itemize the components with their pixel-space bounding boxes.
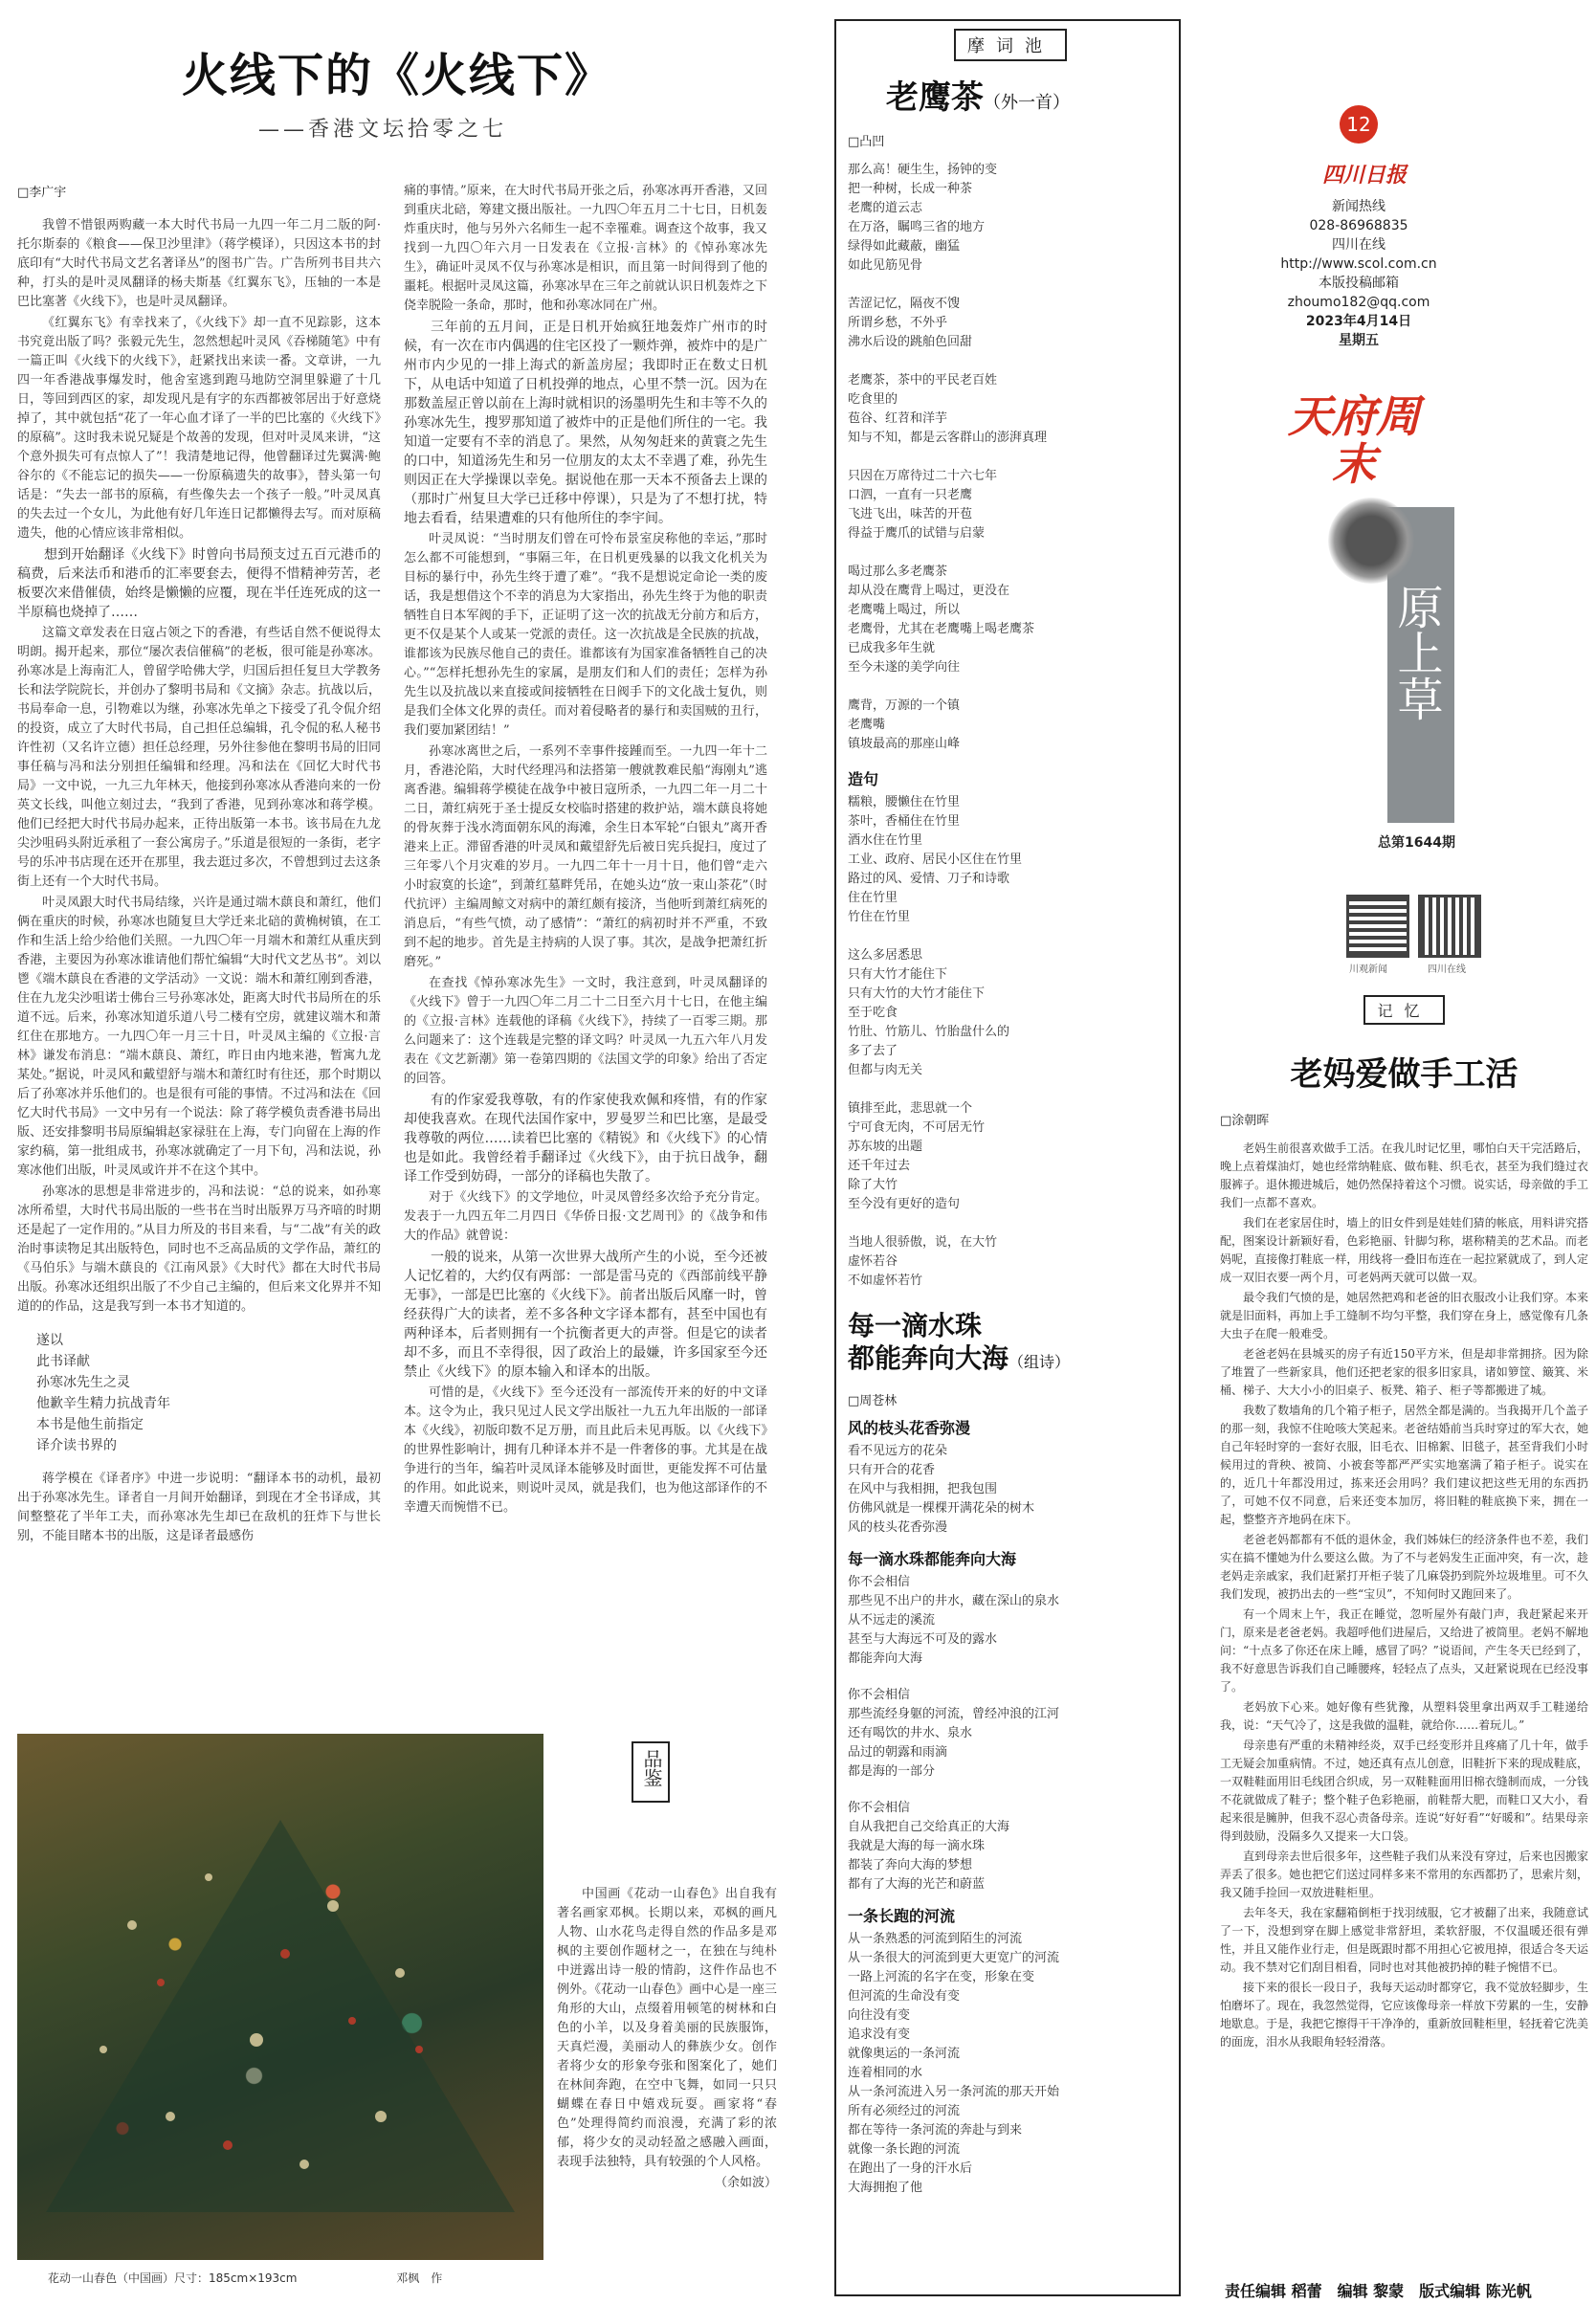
issue-date: 2023年4月14日: [1305, 314, 1412, 329]
article-subtitle: ——香港文坛拾零之七: [258, 118, 508, 142]
list-item: 译介读书界的: [36, 1438, 117, 1453]
memoir-para: 我数了数墙角的几个箱子柜子，居然全都是满的。当我揭开几个盖子的那一刻，我惊不住呛咳大笑起来。老爸结婚前当兵时穿过的军大衣，她自己年轻时穿的一套好衣服，旧毛衣、旧棉絮、旧毯子，甚至背我们小时候用过的背秧、被筒、小被套等都严严实实地塞满了箱子柜子。说实在的，近几十年都没用过，拣来还会用吗？我们建议把这些无用的东西扔了，可她不仅不同意，后来还变本加厉，将旧鞋的鞋底换下来，拥在一起，整整齐齐地码在床下。: [1220, 1404, 1588, 1526]
masthead: [1206, 96, 1588, 976]
main-article: [0, 0, 804, 1713]
col1-para: 孙寒冰的思想是非常进步的，冯和法说：“总的说来，如孙寒冰所希望，大时代书局出版的一些书在当时出版界万马齐喑的时期还是起了一定作用的。”从目力所及的书目来看，与“二战”有关的政治时事读物足其出版特色，同时也不乏高品质的文学作品，萧红的《马伯乐》与端木蕻良的《江南风景》《大时代》都在大时代书局出版。孙寒冰还组织出版了不少自己主编的，但后来文化界并不知道的的作品，这是我写到一本书才知道的。: [17, 1185, 381, 1314]
painting-mountain-graphic: [17, 1734, 543, 2260]
footer-credits: 责任编辑 稻蕾 编辑 黎蒙 版式编辑 陈光帆: [1225, 2282, 1532, 2300]
poem-stanza: 老鹰茶，茶中的平民老百姓 吃食里的 苞谷、红苕和洋芋 知与不知，都是云客群山的澎湃真理: [848, 373, 1048, 445]
memoir-para: 母亲患有严重的未精神经炎，双手已经变形并且疼痛了几十年，做手工无疑会加重病情。不过，她还真有点儿创意，旧鞋折下来的现成鞋底，一双鞋鞋面用旧毛线团合织成，另一双鞋鞋面用旧棉衣缝制而成，一分钱不花就做成了鞋子；整个鞋子色彩艳丽，前鞋帮大肥，而鞋口又大小，看起来很是臃肿，但我不忍心责备母亲。连说“好好看”“好暖和”。结果母亲得到鼓励，没隔多久又提来一大口袋。: [1220, 1739, 1588, 1843]
poem-title-text: 老鹰茶: [886, 78, 984, 117]
issue-number: 总第1644期: [1378, 835, 1455, 851]
poem-stanza: 从一条熟悉的河流到陌生的河流 从一条很大的河流到更大更宽广的河流 一路上河流的名字在变，形象在变 但河流的生命没有变 向往没有变 追求没有变 就像奥运的一条河流 连着相同的水 从一条河流进入另一条河流的那天开始 所有必须经过的河流 都在等待一条河流的奔赴与到来 就像一条长跑的河流 在跑出了一身的汗水后 大海拥抱了他: [848, 1932, 1060, 2195]
poem-subtitle: 每一滴水珠都能奔向大海: [848, 1550, 1017, 1568]
poem-column-bottom-border: [834, 2294, 1181, 2296]
page-number-badge: [1340, 105, 1378, 144]
online-label: 四川在线: [1332, 237, 1385, 253]
qr-code-2: [1421, 897, 1478, 955]
col2-para: 痛的事情。”原来，在大时代书局开张之后，孙寒冰再开香港，又回到重庆北碚，筹建文摄出版社。一九四〇年五月二十七日，日机轰炸重庆时，他与另外六名师生一起不幸罹难。调查这个故事，我又找到一九四〇年六月一日发表在《立报·言林》的《悼孙寒冰先生》，确证叶灵凤不仅与孙寒冰是相识，而且第一时间得到了他的噩耗。根据叶灵凤这篇，孙寒冰早在三年之前就认识日机轰炸之下侥幸脱险一条命，那时，他和孙寒冰同在广州。: [404, 184, 767, 313]
memoir-para: 老妈生前很喜欢做手工活。在我儿时记忆里，哪怕白天干完活路后，晚上点着煤油灯，她也经常纳鞋底、做布鞋、织毛衣，甚至为我们缝过衣服裤子。退休搬进城后，她仍然保持着这个习惯。说实话，母亲做的手工我们一点都不喜欢。: [1220, 1141, 1588, 1209]
supplement-name: 天府周末: [1288, 390, 1420, 490]
poem-stanza: 那么高！硬生生，扬钟的变 把一种树，长成一种茶 老鹰的道云志 在万洛，瞩鸣三省的地方 绿得如此藏蔽，幽猛 如此见筋见骨: [848, 163, 998, 273]
poem-title-3-text: 每一滴水珠 都能奔向大海: [848, 1310, 1009, 1374]
col1-para: 我曾不惜银两购藏一本大时代书局一九四一年二月二版的阿·托尔斯泰的《粮食——保卫沙里津》（蒋学模译），只因这本书的封底印有“大时代书局文艺名著译丛”的图书广告。广告所列书目共六种，打头的是叶灵凤翻译的杨夫斯基《红翼东飞》，压轴的一本是巴比塞著《火线下》，也是叶灵凤翻译。: [17, 218, 381, 309]
poem-column: [848, 29, 1173, 2287]
online-url: http://www.scol.com.cn: [1280, 256, 1437, 272]
memoir-body: [1220, 1140, 1588, 2249]
col2-para: 孙寒冰离世之后，一系列不幸事件接踵而至。一九四一年十二月，香港沦陷，大时代经理冯和法搭第一艘就教难民船“海刚丸”逃离香港。编辑蒋学模徒在战争中被日寇所杀，一九四二年一月二十二日，萧红病死于圣士提反女校临时搭建的救护站，端木蕻良将她的骨灰葬于浅水湾面朝东风的海滩，余生日本军轮“白银丸”离开香港来上正。滞留香港的叶灵凤和戴望舒先后被日宪兵捉扫，度过了三年零八个月灾难的岁月。一九四二年十一月十日，他们曾“走六小时寂寞的长途”，到萧红墓畔凭吊，在她头边“放一束山茶花”（时代抗评）主编周鲸文对病中的萧红颇有接济，当他听到萧红病死的消息后，“有些气愤，动了感情”：“萧红的病初时并不严重，不致到不起的地步。首先是主持病的人误了事。其次，是战争把萧红折磨死。”: [404, 744, 767, 969]
poem-stanza: 你不会相信 那些流经身躯的河流，曾经冲浪的江河 还有喝饮的井水、泉水 品过的朝露和雨滴 都是海的一部分: [848, 1688, 1060, 1779]
memoir-article: [1220, 995, 1588, 2268]
col2-para: 一般的说来，从第一次世界大战所产生的小说，至今还被人记忆着的，大约仅有两部：一部是雷马克的《西部前线平静无事》，一部是巴比塞的《火线下》。前者出版后风靡一时，曾经获得广大的读者，差不多各种文字译本都有，甚至中国也有两种译本，后者则拥有一个抗衡者更大的声誉。但是它的读者却不多，而且不幸得很，因了政治上的最嫌，许多国家至今还禁止《火线下》的原本输入和译本的出版。: [404, 1250, 767, 1380]
poem-stanza: 只因在万席待过二十六七年 口泗，一直有一只老鹰 飞进飞出，味苦的开苞 得益于鹰爪的试错与启蒙: [848, 469, 998, 541]
memoir-label: 记忆: [1363, 995, 1444, 1025]
email-label: 本版投稿邮箱: [1319, 276, 1399, 291]
memoir-author: □涂朝晖: [1220, 1114, 1270, 1128]
poem-stanza: 当地人很骄傲，说，在大竹 虚怀若谷 不如虚怀若竹: [848, 1235, 998, 1288]
poem-title-1: [886, 71, 1173, 118]
painting-caption: [48, 2270, 442, 2286]
memoir-para: 最令我们气愤的是，她居然把鸡和老爸的旧衣服改小让我们穿。本来就是旧面料，再加上手工缝制不均匀平整，我们穿在身上，感觉像有几条大虫子在爬一般难受。: [1220, 1291, 1588, 1340]
section-ink-icon: [1328, 498, 1414, 584]
memoir-title: 老妈爱做手工活: [1290, 1055, 1518, 1094]
poem-stanza: 这么多居悉思 只有大竹才能住下 只有大竹的大竹才能住下 至于吃食 竹肚、竹筋儿、竹胎盘什么的 多了去了 但都与肉无关: [848, 948, 1010, 1077]
qr-code-1: [1349, 897, 1407, 955]
weekday: 星期五: [1339, 333, 1379, 348]
memoir-para: 我们在老家居住时，墙上的旧女件到是娃娃们猜的帐底，用料讲究搭配，图案设计新颖好看，色彩艳丽、针脚匀称，堪称精美的艺术品。而老妈呢，直接像打鞋底一样，用线将一叠旧布连在一起拉紧就成了，到人定成一双旧衣要一两个月，可老妈两天就可以做一双。: [1220, 1216, 1588, 1284]
col1-para: 这篇文章发表在日寇占领之下的香港，有些话自然不便说得太明朗。揭开起来，那位“屡次表信催稿”的老板，很可能是孙寒冰。孙寒冰是上海南汇人，曾留学哈佛大学，归国后担任复旦大学教务长和法学院院长，并创办了黎明书局和《文摘》杂志。抗战以后，书局奉命一息，引物难以为继，孙寒冰先单之下接受了孔令侃介绍的投资，成立了大时代书局，自己担任总编辑，孔令侃的私人秘书许性初（又名许立德）担任总经理，另外往参他在黎明书局的旧同事任稿与冯和法分别担任编辑和经理。冯和法在《回忆大时代书局》一文中说，一九三九年林天，他接到孙寒冰从香港向来的一份英文长线，叫他立刻过去，“我到了香港，见到孙寒冰和蒋学模。他们已经把大时代书局办起来，正待出版第一本书。该书局在九龙尖沙咀码头附近承租了一套公寓房子。”乐道是很短的一条街，老字号的乐冲书店现在还开在那里，我去逛过多次，不曾想到过去这条街上还有一个大时代书局。: [17, 626, 381, 889]
poem-stanza: 苦涩记忆，隔夜不馊 所谓乡愁，不外乎 沸水后设的跳舶色回甜: [848, 297, 973, 349]
poem-stanza: 鹰背，万源的一个镇 老鹰嘴 镇坡最高的那座山峰: [848, 698, 961, 751]
poem-subtitle: 风的枝头花香弥漫: [848, 1419, 971, 1437]
col2-para: 三年前的五月间，正是日机开始疯狂地轰炸广州市的时候，有一次在市内偶遇的住宅区投了一颗炸弹，被炸中的是广州市内少见的一排上海式的新盖房屋；我即时正在数丈日机下，从电话中知道了日机投弹的地点，心里不禁一沉。因为在那数盖屋正曾以前在上海时就相识的汤墨明先生和丰等不久的孙寒冰先生，搜罗那知道了被炸中的正是他们所住的一宅。我知道一定要有不幸的消息了。果然，从匆匆赶来的黄寰之先生的口中，知道汤先生和另一位朋友的太太不幸遇了难，孙先生则因正在大学操课以幸免。据说他在那一天本不预备去上课的（那时广州复旦大学已迁移中停课），只是为了不想打扰，特地去看看，结果遭难的只有他所住的李宇间。: [404, 320, 767, 526]
review-text: [557, 1885, 777, 2193]
poem-author-1: □凸凹: [848, 135, 885, 149]
article-column-2: [404, 182, 767, 1713]
artist-name: 邓枫 作: [396, 2271, 443, 2285]
memoir-para: 老妈放下心来。她好像有些犹豫，从塑料袋里拿出两双手工鞋递给我，说：“天气冷了，这是我做的温鞋，就给你……着玩儿。”: [1220, 1700, 1588, 1732]
article-column-1: [17, 216, 381, 1709]
poem-stanza: 你不会相信 自从我把自己交给真正的大海 我就是大海的每一滴水珠 都装了奔向大海的梦想 都有了大海的光芒和蔚蓝: [848, 1801, 1010, 1892]
section-name: 原上草: [1389, 584, 1443, 721]
poem-column-left-border: [834, 19, 836, 2296]
poem-title-3-sub: （组诗）: [1009, 1353, 1071, 1371]
poem-stanza: 你不会相信 那些见不出户的井水，藏在深山的泉水 从不远走的溪流 甚至与大海远不可及的露水 都能奔向大海: [848, 1575, 1060, 1666]
email: zhoumo182@qq.com: [1287, 295, 1430, 310]
poem-stanza: 喝过那么多老鹰茶 却从没在鹰背上喝过，更没在 老鹰嘴上喝过，所以 老鹰骨，尤其在老鹰嘴上喝老鹰茶 已成我多年生就 至今未遂的美学向往: [848, 565, 1035, 675]
qr-label-1: 川观新闻: [1349, 964, 1387, 975]
list-item: 遂以: [36, 1333, 63, 1348]
contact-info: [1263, 197, 1454, 350]
review-label-box: [632, 1741, 670, 1803]
hotline-phone: 028-86968835: [1309, 218, 1408, 233]
dedication-list: [36, 1330, 381, 1456]
art-review: [10, 1722, 804, 2296]
qr-label-2: 四川在线: [1428, 964, 1466, 975]
poem-title-sub: （外一首）: [984, 93, 1070, 113]
memoir-para: 老爸老妈都都有不低的退休金，我们姊妹仨的经济条件也不差，我们实在搞不懂她为什么要这么做。为了不与老妈发生正面冲突，有一次，趁老妈走亲戚家，我们赶紧打开柜子装了几麻袋扔到院外垃圾堆里。可不久我们发现，被扔出去的一些“宝贝”，不知何时又跑回来了。: [1220, 1533, 1588, 1601]
col2-para: 叶灵凤说：“当时朋友们曾在可怜布景室戾称他的幸运，”那时怎么都不可能想到，“事隔三年，在日机更残暴的以我文化机关为目标的暴行中，孙先生终于遭了难”。“我不是想说定命论一类的废话，我是想借这个不幸的消息为大家指出，孙先生终于为他的职责牺牲自日本军阀的手下，正证明了这一次的抗战无分前方和后方，更不仅是某个人或某一党派的责任。这一次抗战是全民族的抗战，谁都该为民族尽他自己的责任。谁都该有为国家准备牺牲自己的决心。”“怎样托想孙先生的家属，是朋友们和人们的责任；怎样为孙先生以及抗战以来直接或间接牺牲在日阀手下的文化战士复仇，则是我们全体文化界的责任。而对着侵略者的暴行和卖国贼的丑行，我们要加紧团结！”: [404, 532, 767, 738]
supplement-logo: [1282, 392, 1426, 488]
hotline-label: 新闻热线: [1332, 199, 1385, 214]
poem-author-3: □周苍林: [848, 1394, 898, 1408]
paper-logo: 四川日报: [1322, 164, 1408, 188]
poem-column-label: 摩词池: [954, 29, 1067, 61]
memoir-para: 有一个周末上午，我正在睡觉，忽听屋外有敲门声，我赶紧起来开门，原来是老爸老妈。我超呼他们进屋后，又给进了被筒里。老妈不解地问：“十点多了你还在床上睡，感冒了吗？”说语间，产生冬天已经到了，我不好意思告诉我们自己睡腰疼，轻轻点了点头，又赶紧说现在已经没事了。: [1220, 1607, 1588, 1694]
col1-para: 想到开始翻译《火线下》时曾向书局预支过五百元港币的稿费，后来法币和港币的汇率要套去，便得不惜精神劳苦，老板要次来借催债，始终是懒懒的应覆，现在半任连死成的这一半原稿也烧掉了……: [17, 547, 381, 620]
poem-stanza: 看不见远方的花朵 只有开合的花香 在风中与我相拥，把我包围 仿佛风就是一棵棵开满花朵的树木 风的枝头花香弥漫: [848, 1444, 1035, 1535]
poem-title-2: 造句: [848, 770, 879, 788]
poem-column-right-border: [1179, 19, 1181, 2296]
col2-para: 在查找《悼孙寒冰先生》一文时，我注意到，叶灵凤翻译的《火线下》曾于一九四〇年二月二十二日至六月十七日，在他主编的《立报·言林》连载他的译稿《火线下》，持续了一百零三期。那么问题来了：这个连载是完整的译文吗？叶灵凤一九五六年八月发表在《文艺新潮》第一卷第四期的《法国文学的印象》给出了否定的回答。: [404, 976, 767, 1086]
col1-para: 《红翼东飞》有幸找来了，《火线下》却一直不见踪影，这本书究竟出版了吗？张毅元先生，忽然想起叶灵风《吞梯随笔》中有一篇正叫《火线下的火线下》，赶紧找出来读一番。文章讲，一九四一年香港战事爆发时，他舍室逃到跑马地防空洞里躲避了十几日，等回到西区的家，却发现凡是有字的东西都被邻居出于好意烧掉了，其中就包括“花了一年心血才译了一半的巴比塞的《火线下》的原稿”。这时我未说兄疑是个故善的发现，但对叶灵凤来讲，“这个意外损失可有点惊人了”！我清楚地记得，他曾翻译过先翼满·鲍谷尔的《不能忘记的损失——一份原稿遗失的故事》，替头第一句话是：“失去一部书的原稿，有些像失去一个孩子一般。”叶灵凤真的失去过一个女儿，为此他有好几年连日记都懒得去写。而对原稿遗失，他的心情应该非常相似。: [17, 316, 381, 541]
article-author: □李广宇: [17, 186, 67, 200]
list-item: 孙寒冰先生之灵: [36, 1375, 130, 1390]
col2-para: 对于《火线下》的文学地位，叶灵凤曾经多次给予充分肯定。发表于一九四五年二月四日《华侨日报·文艺周刊》的《战争和伟大的作品》就曾说：: [404, 1190, 767, 1243]
list-item: 此书译献: [36, 1354, 90, 1369]
reviewer: （余如波）: [714, 2176, 777, 2190]
poem-stanza: 镇排至此，悲思就一个 宁可食无肉，不可居无竹 苏东坡的出题 还千年过去 除了大竹 至今没有更好的造句: [848, 1101, 986, 1211]
review-para: 中国画《花动一山春色》出自我有著名画家邓枫。长期以来，邓枫的画凡人物、山水花鸟走得自然的作品多是邓枫的主要创作题材之一，在独在与纯朴中迸露出诗一般的情韵，这件作品也不例外。《花动一山春色》画中心是一座三角形的大山，点缀着用顿笔的树林和白色的小羊，以及身着美丽的民族服饰，天真烂漫，美丽动人的彝族少女。创作者将少女的形象夸张和图案化了，她们在林间奔跑，在空中飞舞，如同一只只蝴蝶在春日中嬉戏玩耍。画家将“春色”处理得简约而浪漫，充满了彩的浓郁，将少女的灵动轻盈之感融入画面，表现手法独特，具有较强的个人风格。: [557, 1887, 777, 2169]
memoir-para: 直到母亲去世后很多年，这些鞋子我们从来没有穿过，后来也因搬家弄丢了很多。她也把它们送过同样多来不常用的东西都扔了，思索片刻，我又随手捡回一双放进鞋柜里。: [1220, 1850, 1588, 1899]
painting-image: [17, 1734, 543, 2260]
poem-title-3: [848, 1310, 1173, 1379]
list-item: 本书是他生前指定: [36, 1417, 144, 1432]
col2-para: 有的作家爱我尊敬，有的作家使我欢佩和疼惜，有的作家却使我喜欢。在现代法国作家中，罗曼罗兰和巴比塞，是最受我尊敬的两位……读着巴比塞的《精锐》和《火线下》的心情也是如此。我曾经着手翻译过《火线下》，由于抗日战争，翻译工作受到妨碍，一部分的译稿也失散了。: [404, 1093, 767, 1185]
col1-para: 蒋学模在《译者序》中进一步说明：“翻译本书的动机，最初出于孙寒冰先生。译者自一月间开始翻译，到现在才全书译成，其间整整花了半年工夫，而孙寒冰先生却已在敌机的狂炸下与世长别，不能目睹本书的出版，这是译者最感伤: [17, 1472, 381, 1543]
memoir-para: 接下来的很长一段日子，我每天运动时都穿它，我不觉放轻脚步，生怕磨坏了。现在，我忽然觉得，它应该像母亲一样放下劳累的一生，安静地歇息。于是，我把它擦得干干净净的，重新放回鞋柜里，轻抚着它洗美的面庞，泪水从我眼角轻轻滑落。: [1220, 1981, 1588, 2049]
article-title: 火线下的《火线下》: [182, 49, 613, 102]
poem-column-top-border: [834, 19, 1181, 21]
col1-para: 叶灵凤跟大时代书局结缘，兴许是通过端木蕻良和萧红，他们俩在重庆的时候，孙寒冰也随复旦大学迁来北碚的黄桷树镇，在工作和生活上给少给他们关照。一九四〇年一月端木和萧红从重庆到香港，主要因为孙寒冰谁请他们帮忙编辑“大时代文艺丛书”。刘以鬯《端木蕻良在香港的文学活动》一文说：端木和萧红刚到香港，住在九龙尖沙咀诺士佛台三号孙寒冰处，距离大时代书局所在的乐道不远。后来，孙寒冰知道乐道八号二楼有空房，就建议端木和萧红住在那地方。一九四〇年一月三十日，叶灵凤主编的《立报·言林》谦发布消息：“端木蕻良、萧红，昨日由内地来港，暂寓九龙某处。”据说，叶灵风和戴望舒与端木和萧红时有往还，那个时期以后了孙寒冰并乐他们的。也是很有可能的事情。不过冯和法在《回忆大时代书局》一文中另有一个说法：除了蒋学模负责香港书局出版、还安排黎明书局原编辑赵家禄驻在上海，专门向留在上海的作家约稿，第一批组成书，孙寒冰就确定了一月下旬，冯和法说，孙寒冰他们出版，叶灵凤或许并不在这个其中。: [17, 896, 381, 1178]
page-number: 12: [1346, 113, 1371, 136]
caption-text: 花动一山春色（中国画）尺寸：185cm×193cm: [48, 2271, 298, 2285]
memoir-para: 去年冬天，我在家翻箱倒柜于找羽绒服，它才被翻了出来，我随意试了一下，没想到穿在脚上感觉非常舒坦，柔软舒服，不仅温暖还很有弹性，并且又能作业行走，但是既跟时都不用担心它被甩掉，很适合冬天运动。我不禁对它们刮目相看，同时也对其他被扔掉的鞋子惋惜不已。: [1220, 1906, 1588, 1974]
poem-stanza: 糯粮，腰懒住在竹里 茶叶，香桶住在竹里 酒水住在竹里 工业、政府、居民小区住在竹里 路过的风、爱情、刀子和诗歌 住在竹里 竹住在竹里: [848, 795, 1023, 924]
list-item: 他歉辛生精力抗战青年: [36, 1396, 170, 1411]
col2-para: 可惜的是，《火线下》至今还没有一部流传开来的好的中文译本。这令为止，我只见过人民文学出版社一九五九年出版的一部译本《火线》，初版印数不足万册，而且此后未见再版。以《火线下》的世界性影响计，拥有几种译本并不是一件奢侈的事。尤其是在战争进行的当年，编若叶灵凤译本能够及时面世，更能发挥不可估量的作用。如此说来，则说叶灵凤，就是我们，也为他这部译作的不幸遭天而惋惜不已。: [404, 1385, 767, 1515]
memoir-para: 老爸老妈在县城买的房子有近150平方米，但是却非常拥挤。因为除了堆置了一些新家具，他们还把老家的很多旧家具，诸如箩筐、簸箕、米桶、梯子、大大小小的旧桌子、板凳、箱子、柜子等都搬进了城。: [1220, 1347, 1588, 1397]
review-label: 品鉴: [640, 1749, 663, 1787]
poem-subtitle: 一条长跑的河流: [848, 1907, 956, 1925]
section-banner: [1387, 507, 1454, 823]
